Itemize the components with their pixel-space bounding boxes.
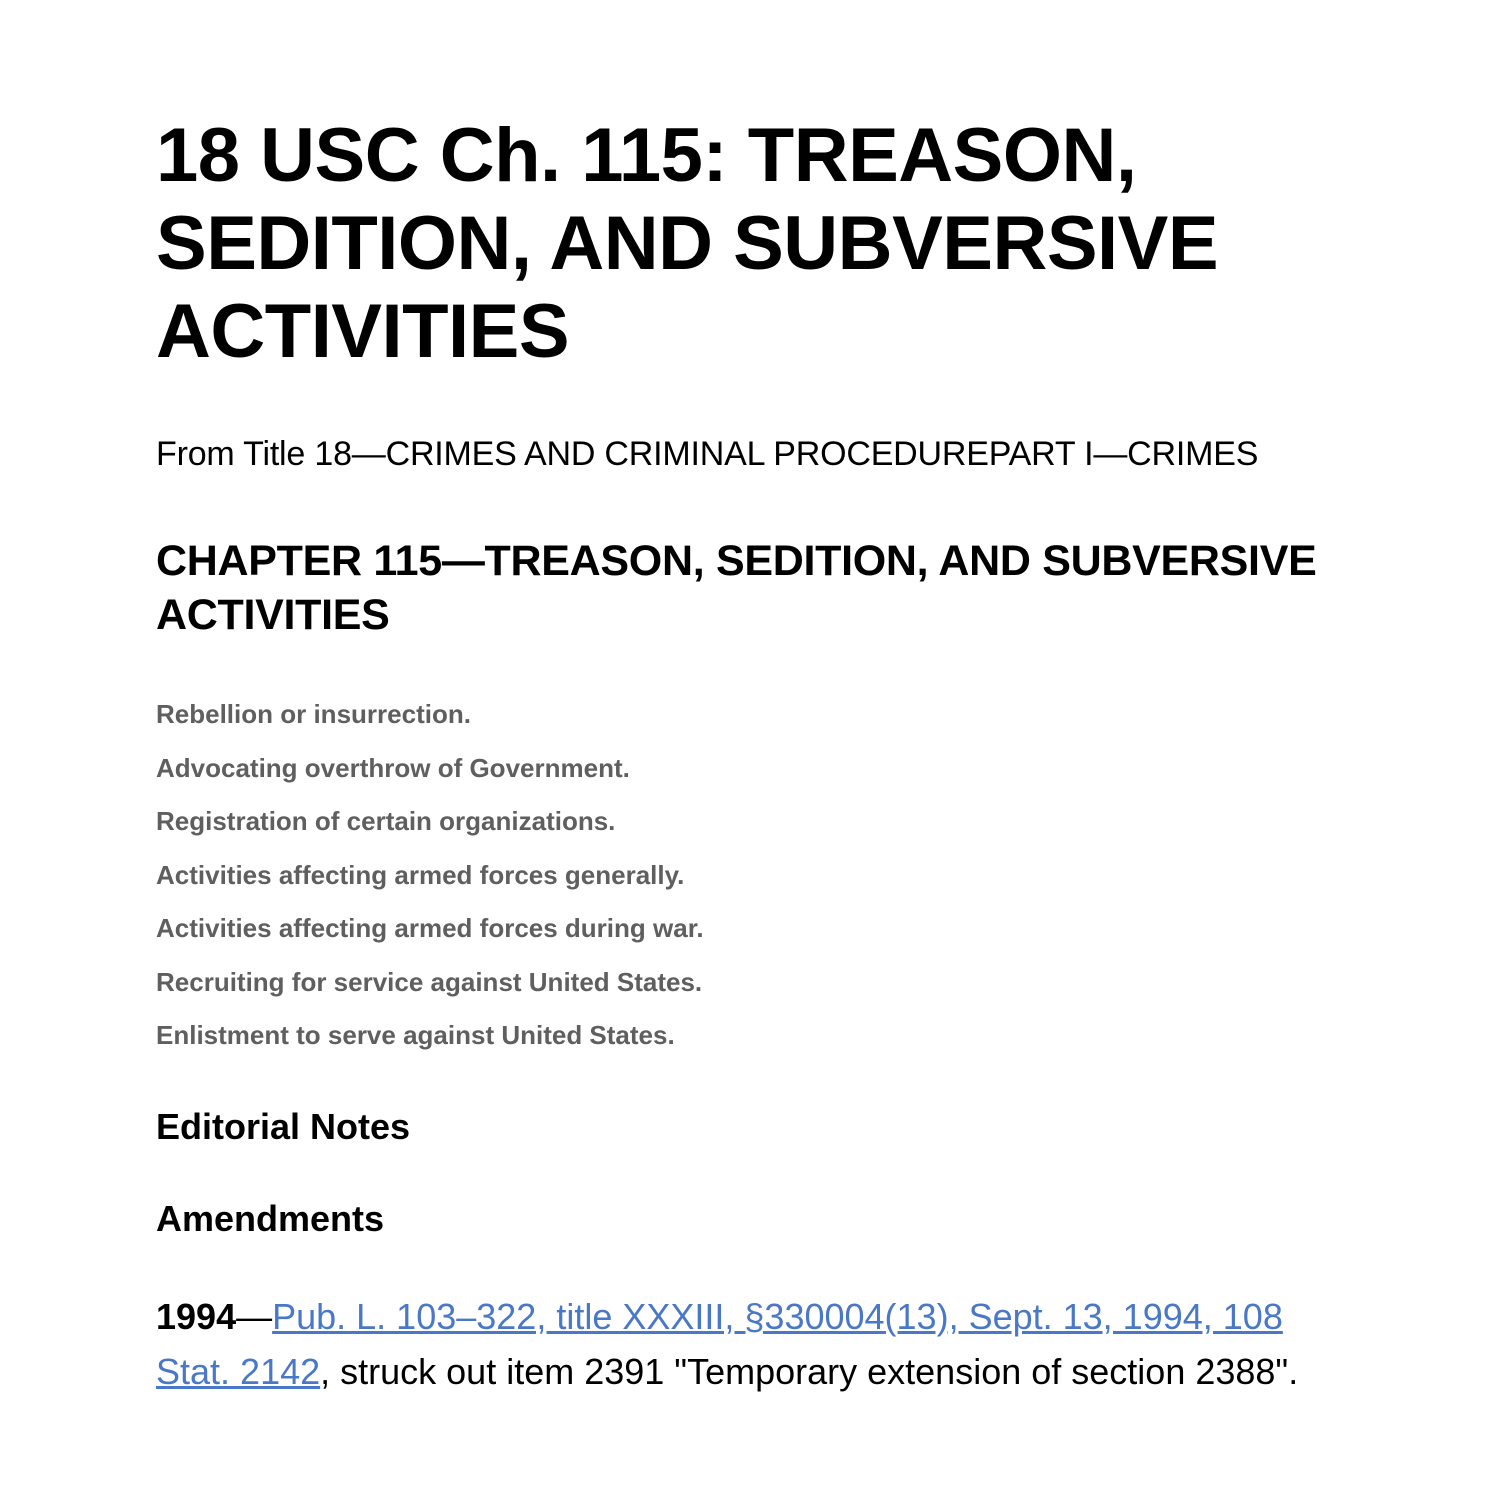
section-item: Rebellion or insurrection. xyxy=(156,699,471,729)
section-item: Enlistment to serve against United States. xyxy=(156,1020,675,1050)
section-item: Activities affecting armed forces during war. xyxy=(156,913,704,943)
section-item: Advocating overthrow of Government. xyxy=(156,752,630,783)
amendment-year: 1994 xyxy=(156,1295,237,1337)
amendment-dash: — xyxy=(236,1295,273,1337)
chapter-heading: CHAPTER 115—TREASON, SEDITION, AND SUBVERSIVE ACTIVITIES xyxy=(156,537,1317,639)
page-title: 18 USC Ch. 115: TREASON, SEDITION, AND SUBVERSIVE ACTIVITIES xyxy=(156,113,1219,374)
amendment-text: , struck out item 2391 "Temporary extension of section 2388". xyxy=(320,1350,1299,1392)
section-list xyxy=(156,688,1326,1063)
section-item: Registration of certain organizations. xyxy=(156,806,616,836)
amendments-heading: Amendments xyxy=(156,1197,385,1239)
section-item: Recruiting for service against United States. xyxy=(156,966,703,997)
document xyxy=(156,112,1326,1399)
editorial-notes-heading: Editorial Notes xyxy=(156,1105,411,1147)
amendment-note xyxy=(156,1289,1326,1399)
section-item: Activities affecting armed forces generally. xyxy=(156,859,685,890)
source-title-line: From Title 18—CRIMES AND CRIMINAL PROCEDUREPART I—CRIMES xyxy=(156,435,1259,473)
public-law-link[interactable]: Pub. L. 103–322, title XXXIII, §330004(13), Sept. 13, 1994, 108 Stat. 2142 xyxy=(156,1295,1283,1392)
